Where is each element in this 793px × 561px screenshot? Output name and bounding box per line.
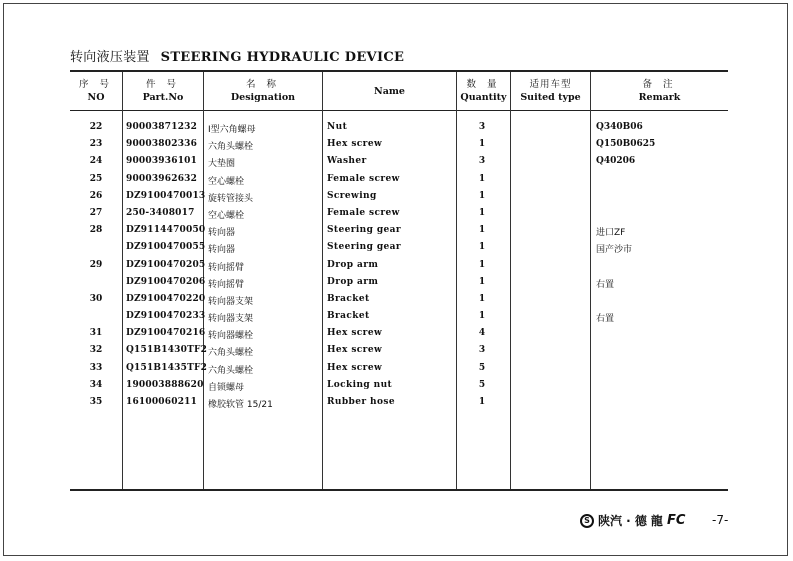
cell-name: Hex screw	[327, 362, 383, 373]
cell-no: 31	[89, 328, 103, 339]
table-row	[70, 361, 728, 378]
cell-part-no: DZ9100470233	[126, 311, 206, 322]
table-row	[70, 309, 728, 326]
cell-name: Steering gear	[327, 225, 402, 236]
header-part	[123, 72, 203, 110]
cell-name: Female screw	[327, 207, 400, 218]
cell-no: 25	[89, 173, 103, 184]
header-remark-cn: 备 注	[642, 79, 677, 90]
cell-part-no: Q151B1435TF2	[126, 362, 208, 373]
cell-no: 23	[89, 139, 103, 150]
header-name	[323, 72, 456, 110]
parts-table-body	[70, 120, 728, 412]
cell-quantity: 3	[478, 345, 486, 356]
cell-part-no: DZ9100470220	[126, 293, 206, 304]
cell-part-no: DZ9100470013	[126, 190, 206, 201]
brand-emblem-icon: S	[580, 514, 594, 528]
table-row	[70, 395, 728, 412]
cell-part-no: DZ9100470055	[126, 242, 206, 253]
cell-remark: 进口ZF	[596, 228, 626, 239]
cell-remark: 国产沙市	[596, 245, 633, 256]
cell-no: 29	[89, 259, 103, 270]
cell-designation: 转向摇臂	[208, 262, 245, 273]
table-row	[70, 137, 728, 154]
title-cn: 转向液压装置	[70, 50, 150, 65]
cell-designation: 六角头螺栓	[208, 365, 254, 376]
cell-designation: 转向器螺栓	[208, 331, 254, 342]
cell-quantity: 1	[478, 242, 486, 253]
page-number: -7-	[712, 513, 729, 527]
cell-no: 32	[89, 345, 103, 356]
cell-no: 35	[89, 397, 103, 407]
header-no-cn: 序 号	[78, 79, 114, 90]
cell-quantity: 1	[478, 293, 486, 304]
table-row	[70, 292, 728, 309]
cell-quantity: 1	[478, 225, 486, 236]
cell-name: Rubber hose	[327, 397, 395, 407]
cell-name: Female screw	[327, 173, 400, 184]
cell-part-no: 90003871232	[126, 122, 198, 132]
cell-part-no: Q151B1430TF2	[126, 345, 208, 356]
header-suited-type	[511, 72, 590, 110]
cell-name: Locking nut	[327, 379, 393, 390]
table-row	[70, 206, 728, 223]
cell-designation: 转向器支架	[208, 296, 254, 307]
header-designation	[204, 72, 322, 110]
cell-designation: 橡胶软管 15/21	[208, 400, 273, 410]
header-designation-cn: 名 称	[245, 79, 281, 90]
header-no-en: NO	[87, 92, 105, 103]
cell-remark: Q340B06	[596, 122, 643, 132]
cell-part-no: 250-3408017	[126, 207, 195, 218]
cell-part-no: 90003962632	[126, 173, 198, 184]
cell-no: 27	[89, 207, 103, 218]
brand-mark: 龍	[650, 514, 663, 528]
cell-no: 34	[89, 379, 103, 390]
page-title	[70, 46, 404, 65]
cell-designation: 六角头螺栓	[208, 348, 254, 359]
header-quantity	[457, 72, 510, 110]
header-part-cn: 件 号	[145, 79, 181, 90]
cell-quantity: 1	[478, 207, 486, 218]
cell-designation: 空心螺栓	[208, 176, 245, 187]
cell-quantity: 3	[478, 122, 486, 132]
cell-quantity: 1	[478, 397, 486, 407]
header-remark-en: Remark	[638, 92, 681, 103]
cell-quantity: 1	[478, 311, 486, 322]
cell-remark: 右置	[596, 279, 615, 290]
header-quantity-cn: 数 量	[466, 79, 501, 90]
header-rule	[70, 110, 728, 111]
cell-part-no: DZ9100470205	[126, 259, 206, 270]
cell-part-no: 90003802336	[126, 139, 198, 150]
cell-quantity: 1	[478, 259, 486, 270]
brand-suffix: FC	[666, 513, 686, 528]
cell-designation: 旋转管接头	[208, 193, 254, 204]
cell-designation: I型六角螺母	[208, 125, 256, 135]
cell-no: 24	[89, 156, 103, 167]
table-row	[70, 223, 728, 240]
cell-remark: 右置	[596, 314, 615, 325]
header-remark	[591, 72, 728, 110]
header-suited-cn: 适用车型	[529, 79, 572, 90]
cell-part-no: DZ9100470206	[126, 276, 206, 287]
cell-name: Steering gear	[327, 242, 402, 253]
cell-designation: 转向器	[208, 228, 236, 239]
header-designation-en: Designation	[230, 92, 296, 103]
cell-no: 22	[89, 122, 103, 132]
header-no	[70, 72, 122, 110]
cell-no: 30	[89, 293, 103, 304]
cell-quantity: 1	[478, 190, 486, 201]
cell-part-no: 190003888620	[126, 379, 204, 390]
cell-no: 26	[89, 190, 103, 201]
cell-name: Hex screw	[327, 139, 383, 150]
cell-designation: 空心螺栓	[208, 210, 245, 221]
cell-name: Drop arm	[327, 259, 379, 270]
cell-part-no: 16100060211	[126, 397, 198, 407]
cell-name: Bracket	[327, 293, 370, 304]
cell-name: Washer	[327, 156, 367, 167]
table-row	[70, 258, 728, 275]
cell-designation: 转向器	[208, 245, 236, 256]
cell-designation: 大垫圈	[208, 159, 236, 170]
cell-part-no: 90003936101	[126, 156, 198, 167]
table-bottom-rule	[70, 489, 728, 491]
table-row	[70, 240, 728, 257]
brand-logo	[580, 512, 685, 529]
header-part-en: Part.No	[142, 92, 184, 103]
cell-remark: Q40206	[596, 156, 636, 167]
table-row	[70, 326, 728, 343]
header-name-en: Name	[374, 85, 405, 97]
cell-name: Hex screw	[327, 328, 383, 339]
title-en: STEERING HYDRAULIC DEVICE	[160, 50, 405, 65]
cell-name: Screwing	[327, 190, 377, 201]
cell-quantity: 3	[478, 156, 486, 167]
table-row	[70, 275, 728, 292]
cell-name: Nut	[327, 122, 348, 132]
cell-quantity: 5	[478, 362, 486, 373]
cell-part-no: DZ9100470216	[126, 328, 206, 339]
table-row	[70, 378, 728, 395]
cell-designation: 转向器支架	[208, 314, 254, 325]
cell-name: Hex screw	[327, 345, 383, 356]
cell-name: Drop arm	[327, 276, 379, 287]
cell-name: Bracket	[327, 311, 370, 322]
cell-part-no: DZ9114470050	[126, 225, 206, 236]
cell-quantity: 1	[478, 173, 486, 184]
table-row	[70, 189, 728, 206]
brand-name: 陕汽 · 德	[598, 514, 647, 528]
cell-quantity: 1	[478, 139, 486, 150]
cell-designation: 转向摇臂	[208, 279, 245, 290]
table-row	[70, 343, 728, 360]
header-suited-en: Suited type	[520, 92, 581, 103]
cell-quantity: 4	[478, 328, 486, 339]
header-quantity-en: Quantity	[460, 92, 507, 103]
table-row	[70, 172, 728, 189]
cell-no: 33	[89, 362, 103, 373]
cell-quantity: 1	[478, 276, 486, 287]
cell-quantity: 5	[478, 379, 486, 390]
table-row	[70, 154, 728, 171]
table-row	[70, 120, 728, 137]
cell-remark: Q150B0625	[596, 139, 656, 150]
cell-designation: 六角头螺栓	[208, 142, 254, 153]
cell-designation: 自锁螺母	[208, 382, 245, 393]
cell-no: 28	[89, 225, 103, 236]
